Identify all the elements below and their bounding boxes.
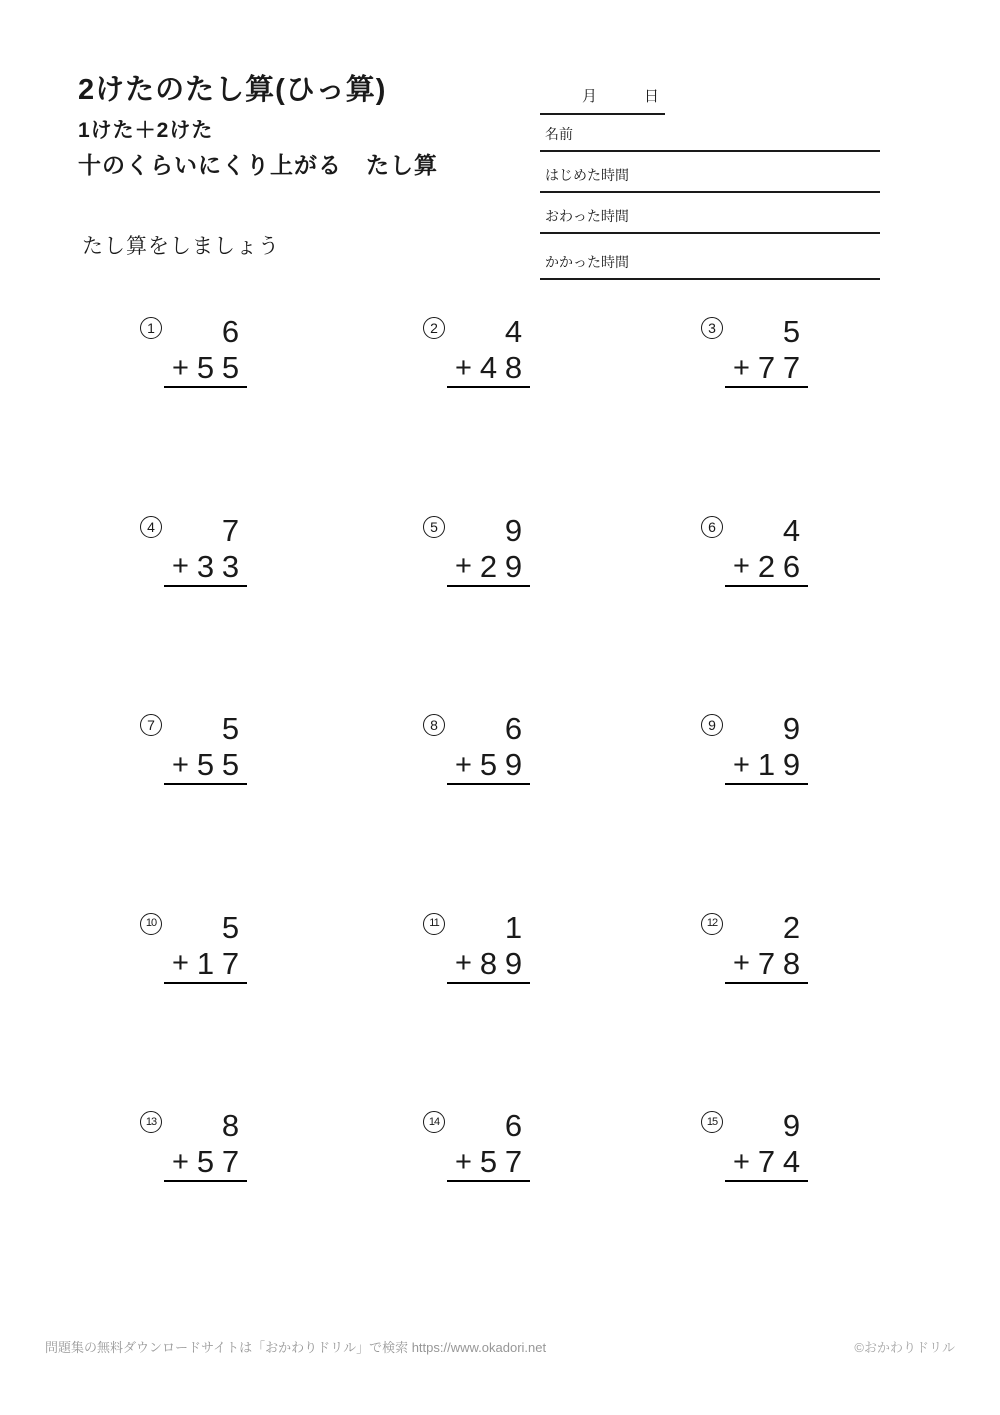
problem-number-badge: 9 <box>701 714 723 736</box>
spacer-cell <box>193 910 218 946</box>
spacer-cell <box>193 513 218 549</box>
bottom-addend-row <box>168 1144 243 1180</box>
spacer-cell <box>729 513 754 549</box>
bottom-addend-ones-digit: 7 <box>782 350 801 385</box>
bottom-addend-row <box>451 946 526 982</box>
column-calculation <box>447 1106 530 1182</box>
bottom-addend-tens-digit: 8 <box>479 945 498 981</box>
bottom-addend-tens-digit: 2 <box>757 548 776 584</box>
top-addend-digit: 9 <box>782 711 801 746</box>
bottom-addend-row <box>451 747 526 783</box>
top-addend-row <box>168 314 243 350</box>
addition-problem <box>140 908 423 1107</box>
addition-problem <box>423 1106 701 1305</box>
spacer-cell <box>451 1108 476 1144</box>
problems-grid <box>140 312 984 1305</box>
addition-problem <box>423 511 701 710</box>
top-addend-row <box>168 711 243 747</box>
spacer-cell <box>451 711 476 747</box>
plus-sign: + <box>172 351 189 384</box>
start-time-field-row <box>540 152 880 193</box>
bottom-addend-tens-digit: 7 <box>757 1144 776 1179</box>
top-addend-row <box>451 910 526 946</box>
addition-problem <box>140 312 423 511</box>
spacer-cell <box>168 314 193 350</box>
plus-sign: + <box>733 351 750 384</box>
bottom-addend-row <box>729 946 804 982</box>
bottom-addend-row <box>168 946 243 982</box>
bottom-addend-tens-digit: 5 <box>196 747 215 782</box>
bottom-addend-ones-digit: 8 <box>782 945 801 981</box>
bottom-addend-tens-digit: 7 <box>757 945 776 981</box>
addition-problem <box>701 908 984 1107</box>
plus-sign: + <box>172 748 189 781</box>
bottom-addend-row <box>451 549 526 585</box>
top-addend-digit: 8 <box>221 1108 240 1143</box>
taken-time-label: かかった時間 <box>545 254 629 270</box>
plus-sign: + <box>455 947 472 979</box>
column-calculation <box>164 312 247 388</box>
spacer-cell <box>729 910 754 946</box>
problem-number-badge: 2 <box>423 317 445 339</box>
spacer-cell <box>451 314 476 350</box>
name-label: 名前 <box>545 126 573 142</box>
taken-time-field-row <box>540 234 880 280</box>
spacer-cell <box>729 1108 754 1144</box>
start-time-label: はじめた時間 <box>545 167 629 183</box>
addition-problem <box>140 1106 423 1305</box>
problem-number-badge: 15 <box>701 1111 723 1133</box>
top-addend-row <box>451 711 526 747</box>
addition-problem <box>423 312 701 511</box>
problem-number-badge: 13 <box>140 1111 162 1133</box>
top-addend-row <box>729 711 804 747</box>
addition-problem <box>701 1106 984 1305</box>
plus-sign: + <box>733 550 750 582</box>
bottom-addend-row <box>729 549 804 585</box>
top-addend-digit: 5 <box>221 711 240 746</box>
top-addend-row <box>451 1108 526 1144</box>
top-addend-digit: 1 <box>504 909 523 945</box>
spacer-cell <box>754 711 779 747</box>
top-addend-digit: 6 <box>504 711 523 746</box>
column-calculation <box>447 511 530 587</box>
top-addend-digit: 2 <box>782 909 801 945</box>
spacer-cell <box>754 314 779 350</box>
date-underline <box>540 113 665 115</box>
plus-sign: + <box>172 947 189 979</box>
top-addend-row <box>451 513 526 549</box>
bottom-addend-ones-digit: 9 <box>504 945 523 981</box>
top-addend-digit: 9 <box>504 512 523 548</box>
column-calculation <box>447 908 530 984</box>
plus-sign: + <box>455 351 472 384</box>
bottom-addend-row <box>168 350 243 386</box>
plus-sign: + <box>455 550 472 582</box>
plus-sign: + <box>172 1145 189 1178</box>
bottom-addend-ones-digit: 3 <box>221 548 240 584</box>
name-field-row <box>540 113 880 152</box>
plus-sign: + <box>455 748 472 781</box>
addition-problem <box>701 511 984 710</box>
bottom-addend-row <box>451 350 526 386</box>
bottom-addend-row <box>168 549 243 585</box>
worksheet-title: 2けたのたし算(ひっ算) <box>78 74 387 106</box>
problem-number-badge: 3 <box>701 317 723 339</box>
footer-site-credit: 問題集の無料ダウンロードサイトは「おかわりドリル」で検索 https://www.okadori.net <box>45 1340 547 1355</box>
spacer-cell <box>193 314 218 350</box>
spacer-cell <box>168 1108 193 1144</box>
problem-number-badge: 12 <box>701 913 723 935</box>
bottom-addend-ones-digit: 7 <box>221 945 240 981</box>
column-calculation <box>725 312 808 388</box>
plus-sign: + <box>733 1145 750 1178</box>
top-addend-digit: 6 <box>504 1108 523 1143</box>
spacer-cell <box>476 910 501 946</box>
bottom-addend-ones-digit: 7 <box>221 1144 240 1179</box>
addition-problem <box>701 709 984 908</box>
spacer-cell <box>193 1108 218 1144</box>
addition-problem <box>701 312 984 511</box>
top-addend-digit: 9 <box>782 1108 801 1143</box>
spacer-cell <box>476 1108 501 1144</box>
bottom-addend-ones-digit: 9 <box>782 747 801 782</box>
bottom-addend-ones-digit: 5 <box>221 350 240 385</box>
spacer-cell <box>729 314 754 350</box>
bottom-addend-row <box>729 747 804 783</box>
top-addend-row <box>729 1108 804 1144</box>
spacer-cell <box>754 1108 779 1144</box>
spacer-cell <box>476 711 501 747</box>
top-addend-row <box>168 513 243 549</box>
addition-problem <box>423 908 701 1107</box>
bottom-addend-row <box>168 747 243 783</box>
addition-problem <box>423 709 701 908</box>
problem-number-badge: 8 <box>423 714 445 736</box>
column-calculation <box>725 709 808 785</box>
top-addend-digit: 4 <box>782 512 801 548</box>
column-calculation <box>447 312 530 388</box>
bottom-addend-ones-digit: 9 <box>504 747 523 782</box>
plus-sign: + <box>455 1145 472 1178</box>
day-label: 日 <box>644 88 660 105</box>
column-calculation <box>725 908 808 984</box>
column-calculation <box>164 1106 247 1182</box>
bottom-addend-row <box>451 1144 526 1180</box>
spacer-cell <box>476 314 501 350</box>
bottom-addend-tens-digit: 3 <box>196 548 215 584</box>
top-addend-row <box>729 910 804 946</box>
bottom-addend-tens-digit: 5 <box>196 350 215 385</box>
column-calculation <box>164 511 247 587</box>
info-form <box>540 74 880 280</box>
spacer-cell <box>168 513 193 549</box>
top-addend-digit: 5 <box>221 909 240 945</box>
date-row <box>540 74 880 113</box>
bottom-addend-tens-digit: 5 <box>479 1144 498 1179</box>
bottom-addend-ones-digit: 7 <box>504 1144 523 1179</box>
top-addend-row <box>168 1108 243 1144</box>
problem-number-badge: 11 <box>423 913 445 935</box>
column-calculation <box>164 908 247 984</box>
top-addend-row <box>451 314 526 350</box>
problem-number-badge: 10 <box>140 913 162 935</box>
top-addend-row <box>168 910 243 946</box>
top-addend-digit: 6 <box>221 314 240 349</box>
problem-number-badge: 1 <box>140 317 162 339</box>
column-calculation <box>725 1106 808 1182</box>
bottom-addend-tens-digit: 1 <box>196 945 215 981</box>
plus-sign: + <box>733 947 750 979</box>
top-addend-digit: 4 <box>504 314 523 349</box>
top-addend-digit: 5 <box>782 314 801 349</box>
spacer-cell <box>754 513 779 549</box>
bottom-addend-ones-digit: 4 <box>782 1144 801 1179</box>
bottom-addend-tens-digit: 4 <box>479 350 498 385</box>
plus-sign: + <box>172 550 189 582</box>
bottom-addend-tens-digit: 7 <box>757 350 776 385</box>
bottom-addend-ones-digit: 8 <box>504 350 523 385</box>
end-time-field-row <box>540 193 880 234</box>
problem-number-badge: 7 <box>140 714 162 736</box>
spacer-cell <box>168 910 193 946</box>
bottom-addend-row <box>729 1144 804 1180</box>
top-addend-row <box>729 513 804 549</box>
footer-copyright: ©おかわりドリル <box>854 1340 955 1355</box>
spacer-cell <box>451 910 476 946</box>
spacer-cell <box>754 910 779 946</box>
spacer-cell <box>729 711 754 747</box>
bottom-addend-tens-digit: 2 <box>479 548 498 584</box>
problem-number-badge: 6 <box>701 516 723 538</box>
addition-problem <box>140 511 423 710</box>
spacer-cell <box>193 711 218 747</box>
bottom-addend-tens-digit: 1 <box>757 747 776 782</box>
worksheet-subtitle-digits: 1けた＋2けた <box>78 119 214 142</box>
bottom-addend-tens-digit: 5 <box>479 747 498 782</box>
column-calculation <box>164 709 247 785</box>
spacer-cell <box>451 513 476 549</box>
bottom-addend-ones-digit: 5 <box>221 747 240 782</box>
addition-problem <box>140 709 423 908</box>
problem-number-badge: 14 <box>423 1111 445 1133</box>
column-calculation <box>725 511 808 587</box>
column-calculation <box>447 709 530 785</box>
problem-number-badge: 5 <box>423 516 445 538</box>
plus-sign: + <box>733 748 750 781</box>
problem-number-badge: 4 <box>140 516 162 538</box>
top-addend-row <box>729 314 804 350</box>
bottom-addend-row <box>729 350 804 386</box>
bottom-addend-ones-digit: 9 <box>504 548 523 584</box>
spacer-cell <box>476 513 501 549</box>
spacer-cell <box>168 711 193 747</box>
end-time-label: おわった時間 <box>545 208 629 224</box>
month-label: 月 <box>582 88 598 105</box>
worksheet-subtitle-carry: 十のくらいにくり上がる たし算 <box>78 152 438 178</box>
worksheet-instruction: たし算をしましょう <box>82 235 280 258</box>
bottom-addend-tens-digit: 5 <box>196 1144 215 1179</box>
top-addend-digit: 7 <box>221 512 240 548</box>
bottom-addend-ones-digit: 6 <box>782 548 801 584</box>
